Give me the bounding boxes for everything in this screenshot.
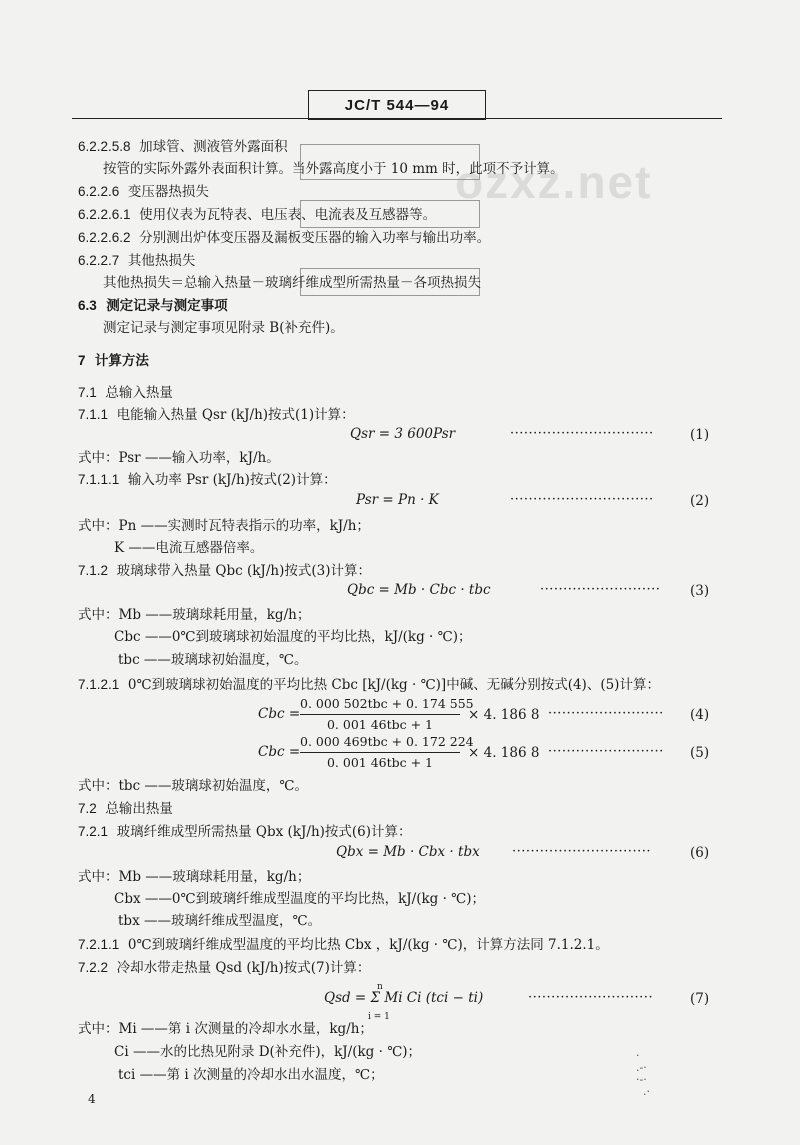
section-7-heading bbox=[78, 352, 149, 370]
equation-leader: ························· bbox=[548, 706, 664, 721]
clause-7-1-1 bbox=[78, 406, 355, 424]
where-clause: K ——电流互感器倍率。 bbox=[114, 540, 264, 556]
clause-title: 总输出热量 bbox=[105, 801, 173, 817]
equation-leader: ·························· bbox=[540, 582, 661, 597]
section-number: 7 bbox=[78, 353, 86, 368]
clause-number: 7.1 bbox=[78, 385, 97, 400]
clause-number: 6.2.2.5.8 bbox=[78, 139, 131, 154]
equation-5-numerator: 0. 000 469tbc + 0. 172 224 bbox=[300, 734, 474, 749]
equation-7: Qsd = Σ Mi Ci (tci − ti) bbox=[324, 990, 484, 1006]
equation-leader: ························· bbox=[548, 744, 664, 759]
section-title: 计算方法 bbox=[94, 353, 149, 369]
clause-7-2-1-1 bbox=[78, 936, 609, 954]
equation-4-multiplier: × 4. 186 8 bbox=[468, 707, 540, 723]
clause-6-2-2-6-2 bbox=[78, 229, 490, 247]
where-clause: 式中：Mb ——玻璃球耗用量，kg/h； bbox=[78, 607, 311, 623]
clause-text: 0℃到玻璃纤维成型温度的平均比热 Cbx ，kJ/(kg · ℃)，计算方法同 7.1.2.1。 bbox=[127, 937, 609, 953]
clause-number: 6.3 bbox=[78, 298, 97, 313]
clause-7-1-2 bbox=[78, 562, 371, 580]
fraction-bar bbox=[300, 714, 460, 715]
clause-title: 总输入热量 bbox=[105, 385, 173, 401]
equation-number: (5) bbox=[690, 745, 710, 761]
clause-number: 6.2.2.6.1 bbox=[78, 207, 131, 222]
clause-7-2 bbox=[78, 800, 173, 818]
watermark: ozxz.net bbox=[455, 156, 653, 208]
equation-leader: ··························· bbox=[528, 990, 654, 1005]
scan-marks: · .-· ·-· .· bbox=[636, 1049, 650, 1098]
fraction-bar bbox=[300, 752, 460, 753]
clause-text: 冷却水带走热量 Qsd (kJ/h)按式(7)计算： bbox=[116, 960, 371, 976]
equation-5-denominator: 0. 001 46tbc + 1 bbox=[326, 755, 434, 770]
where-clause: Cbx ——0℃到玻璃纤维成型温度的平均比热，kJ/(kg · ℃)； bbox=[114, 891, 486, 907]
equation-4-numerator: 0. 000 502tbc + 0. 174 555 bbox=[300, 696, 474, 711]
where-clause: 式中：Mb ——玻璃球耗用量，kg/h； bbox=[78, 869, 311, 885]
equation-number: (7) bbox=[690, 991, 710, 1007]
clause-text: 输入功率 Psr (kJ/h)按式(2)计算： bbox=[127, 472, 337, 488]
sum-upper-limit: n bbox=[377, 982, 383, 992]
clause-text: 玻璃球带入热量 Qbc (kJ/h)按式(3)计算： bbox=[116, 563, 371, 579]
equation-leader: ······························· bbox=[510, 492, 654, 507]
clause-title: 测定记录与测定事项 bbox=[106, 298, 228, 314]
where-clause: tbx ——玻璃纤维成型温度，℃。 bbox=[118, 913, 322, 929]
clause-title: 加球管、测液管外露面积 bbox=[139, 139, 288, 155]
clause-title: 其他热损失 bbox=[127, 253, 196, 269]
clause-text: 电能输入热量 Qsr (kJ/h)按式(1)计算： bbox=[116, 407, 355, 423]
clause-7-1-1-1 bbox=[78, 471, 337, 489]
equation-3: Qbc = Mb · Cbc · tbc bbox=[347, 582, 491, 598]
clause-text: 0℃到玻璃球初始温度的平均比热 Cbc [kJ/(kg · ℃)]中碱、无碱分别按式(4)、(5)计算： bbox=[127, 677, 660, 693]
clause-6-3 bbox=[78, 297, 228, 315]
equation-6: Qbx = Mb · Cbx · tbx bbox=[336, 844, 480, 860]
where-clause: Cbc ——0℃到玻璃球初始温度的平均比热，kJ/(kg · ℃)； bbox=[114, 629, 472, 645]
clause-6-2-2-6 bbox=[78, 183, 209, 201]
where-clause: tbc ——玻璃球初始温度，℃。 bbox=[118, 652, 308, 668]
clause-number: 6.2.2.6 bbox=[78, 184, 120, 199]
equation-leader: ······························ bbox=[512, 844, 651, 859]
clause-7-2-2 bbox=[78, 959, 370, 977]
equation-5-multiplier: × 4. 186 8 bbox=[468, 745, 540, 761]
equation-number: (1) bbox=[690, 427, 710, 443]
equation-number: (6) bbox=[690, 845, 710, 861]
standard-code-box bbox=[308, 90, 486, 120]
clause-6-2-2-6-1 bbox=[78, 206, 436, 224]
clause-7-1-2-1 bbox=[78, 676, 660, 694]
clause-number: 6.2.2.7 bbox=[78, 253, 120, 268]
clause-text: 分别测出炉体变压器及漏板变压器的输入功率与输出功率。 bbox=[139, 230, 491, 246]
where-clause: Ci ——水的比热见附录 D(补充件)，kJ/(kg · ℃)； bbox=[114, 1044, 422, 1060]
equation-4-denominator: 0. 001 46tbc + 1 bbox=[326, 717, 434, 732]
clause-number: 7.2.2 bbox=[78, 960, 109, 975]
clause-number: 7.1.2 bbox=[78, 563, 109, 578]
page-number: 4 bbox=[88, 1092, 96, 1106]
clause-6-2-2-5-8 bbox=[78, 138, 288, 156]
where-clause: 式中：Pn ——实测时瓦特表指示的功率，kJ/h； bbox=[78, 518, 370, 534]
equation-5-lhs: Cbc = bbox=[258, 744, 301, 760]
equation-1: Qsr = 3 600Psr bbox=[350, 426, 456, 442]
clause-number: 7.2.1.1 bbox=[78, 937, 120, 952]
clause-7-2-1 bbox=[78, 823, 412, 841]
where-clause: 式中：Psr ——输入功率，kJ/h。 bbox=[78, 450, 280, 466]
header-rule bbox=[72, 118, 722, 119]
equation-number: (4) bbox=[690, 707, 710, 723]
clause-number: 7.1.2.1 bbox=[78, 677, 120, 692]
equation-leader: ······························· bbox=[510, 426, 654, 441]
clause-6-2-2-7 bbox=[78, 252, 195, 270]
clause-number: 7.2.1 bbox=[78, 824, 109, 839]
clause-text: 使用仪表为瓦特表、电压表、电流表及互感器等。 bbox=[139, 207, 437, 223]
standard-code: JC/T 544—94 bbox=[344, 96, 450, 114]
where-clause: tci ——第 i 次测量的冷却水出水温度，℃； bbox=[118, 1067, 384, 1083]
clause-title: 变压器热损失 bbox=[127, 184, 209, 200]
equation-4-lhs: Cbc = bbox=[258, 706, 301, 722]
clause-number: 7.2 bbox=[78, 801, 97, 816]
equation-number: (2) bbox=[690, 493, 710, 509]
paragraph: 测定记录与测定事项见附录 B(补充件)。 bbox=[103, 320, 344, 336]
paragraph: 按管的实际外露外表面积计算。当外露高度小于 10 mm 时，此项不予计算。 bbox=[103, 161, 564, 177]
equation-number: (3) bbox=[690, 583, 710, 599]
paragraph: 其他热损失＝总输入热量－玻璃纤维成型所需热量－各项热损失 bbox=[103, 275, 481, 291]
sum-lower-limit: i = 1 bbox=[368, 1012, 390, 1022]
clause-7-1 bbox=[78, 384, 173, 402]
where-clause: 式中：tbc ——玻璃球初始温度，℃。 bbox=[78, 778, 309, 794]
where-clause: 式中：Mi ——第 i 次测量的冷却水水量，kg/h； bbox=[78, 1021, 373, 1037]
clause-number: 7.1.1.1 bbox=[78, 472, 120, 487]
clause-text: 玻璃纤维成型所需热量 Qbx (kJ/h)按式(6)计算： bbox=[116, 824, 412, 840]
equation-2: Psr = Pn · K bbox=[356, 492, 439, 508]
clause-number: 7.1.1 bbox=[78, 407, 109, 422]
clause-number: 6.2.2.6.2 bbox=[78, 230, 131, 245]
